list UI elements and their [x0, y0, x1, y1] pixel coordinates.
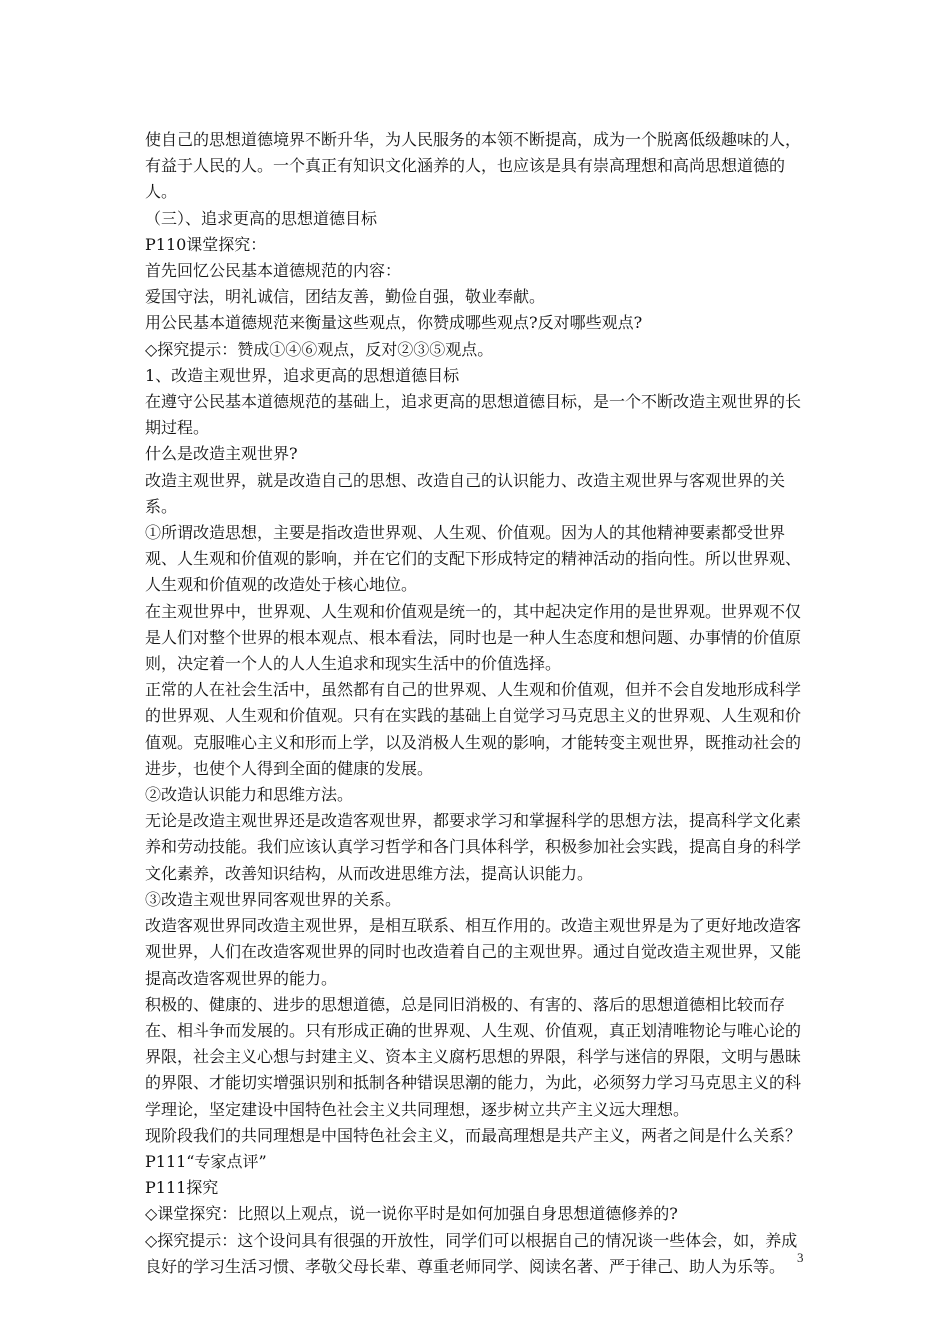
paragraph-12: ①所谓改造思想，主要是指改造世界观、人生观、价值观。因为人的其他精神要素都受世界观、人生观和价值观的影响，并在它们的支配下形成特定的精神活动的指向性。所以世界观、人生观和价值观的改造处于核心地位。: [145, 523, 802, 595]
paragraph-6: 用公民基本道德规范来衡量这些观点，你赞成哪些观点?反对哪些观点?: [145, 313, 643, 333]
paragraph-18: 改造客观世界同改造主观世界，是相互联系、相互作用的。改造主观世界是为了更好地改造客观世界，人们在改造客观世界的同时也改造着自己的主观世界。通过自觉改造主观世界，又能提高改造客观世界的能力。: [145, 916, 802, 988]
paragraph-3: P110课堂探究：: [145, 234, 267, 254]
paragraph-11: 改造主观世界，就是改造自己的思想、改造自己的认识能力、改造主观世界与客观世界的关系。: [145, 470, 786, 516]
paragraph-23: ◇课堂探究：比照以上观点，说一说你平时是如何加强自身思想道德修养的?: [145, 1204, 678, 1224]
paragraph-1: 使自己的思想道德境界不断升华，为人民服务的本领不断提高，成为一个脱离低级趣味的人，有益于人民的人。一个真正有知识文化涵养的人，也应该是具有崇高理想和高尚思想道德的人。: [145, 130, 802, 202]
paragraph-14: 正常的人在社会生活中，虽然都有自己的世界观、人生观和价值观，但并不会自发地形成科学的世界观、人生观和价值观。只有在实践的基础上自觉学习马克思主义的世界观、人生观和价值观。克服唯心主义和形而上学，以及消极人生观的影响，才能转变主观世界，既推动社会的进步，也使个人得到全面的健康的发展。: [145, 680, 802, 778]
paragraph-22: P111探究: [145, 1178, 219, 1198]
paragraph-19: 积极的、健康的、进步的思想道德，总是同旧消极的、有害的、落后的思想道德相比较而存在、相斗争而发展的。只有形成正确的世界观、人生观、价值观，真正划清唯物论与唯心论的界限，社会主义心想与封建主义、资本主义腐朽思想的界限，科学与迷信的界限，文明与愚昧的界限、才能切实增强识别和抵制各种错误思潮的能力，为此，必须努力学习马克思主义的科学理论，坚定建设中国特色社会主义共同理想，逐步树立共产主义远大理想。: [145, 994, 802, 1119]
section-heading: （三）、追求更高的思想道德目标: [145, 208, 378, 228]
page-number: 3: [797, 1250, 804, 1265]
paragraph-7: ◇探究提示：赞成①④⑥观点，反对②③⑤观点。: [145, 339, 494, 359]
paragraph-17: ③改造主观世界同客观世界的关系。: [145, 889, 402, 909]
paragraph-5: 爱国守法，明礼诚信，团结友善，勤俭自强，敬业奉献。: [145, 287, 546, 307]
paragraph-20: 现阶段我们的共同理想是中国特色社会主义，而最高理想是共产主义，两者之间是什么关系？: [145, 1125, 802, 1145]
paragraph-10: 什么是改造主观世界?: [145, 444, 298, 464]
subheading-1: 1、改造主观世界，追求更高的思想道德目标: [145, 365, 460, 385]
paragraph-13: 在主观世界中，世界观、人生观和价值观是统一的，其中起决定作用的是世界观。世界观不仅是人们对整个世界的根本观点、根本看法，同时也是一种人生态度和想问题、办事情的价值原则，决定着一个人的人人生追求和现实生活中的价值选择。: [145, 601, 802, 674]
paragraph-24: ◇探究提示：这个设问具有很强的开放性，同学们可以根据自己的情况谈一些体会，如，养成良好的学习生活习惯、孝敬父母长辈、尊重老师同学、阅读名著、严于律己、助人为乐等。: [145, 1230, 798, 1276]
paragraph-9: 在遵守公民基本道德规范的基础上，追求更高的思想道德目标，是一个不断改造主观世界的长期过程。: [145, 392, 802, 438]
paragraph-4: 首先回忆公民基本道德规范的内容：: [145, 261, 402, 281]
page-body: [145, 127, 809, 1280]
paragraph-21: P111“专家点评”: [145, 1151, 267, 1171]
paragraph-16: 无论是改造主观世界还是改造客观世界，都要求学习和掌握科学的思想方法，提高科学文化素养和劳动技能。我们应该认真学习哲学和各门具体科学，积极参加社会实践，提高自身的科学文化素养，改善知识结构，从而改进思维方法，提高认识能力。: [145, 811, 802, 883]
paragraph-15: ②改造认识能力和思维方法。: [145, 785, 354, 805]
